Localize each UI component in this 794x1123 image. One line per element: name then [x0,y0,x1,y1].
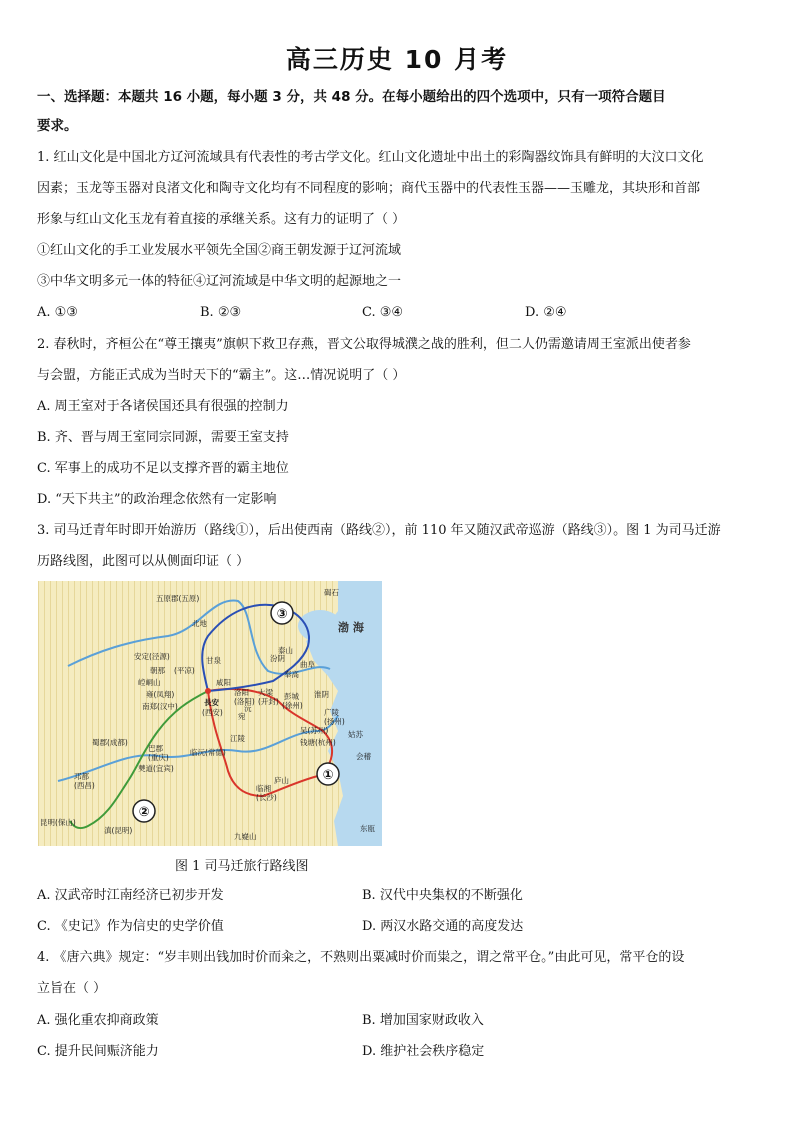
q2-stem-line2: 与会盟，方能正式成为当时天下的“霸主”。这…情况说明了（ ） [37,368,406,383]
q1-option-a[interactable]: A. ①③ [37,305,78,320]
place-label: 广陵 [324,708,339,717]
svg-text:③: ③ [276,607,288,622]
place-label: 淮阴 [314,690,329,699]
place-label: 江陵 [230,734,245,743]
place-label: 五原郡(五原) [156,594,200,603]
q1-option-b[interactable]: B. ②③ [200,305,242,320]
q4-option-b[interactable]: B. 增加国家财政收入 [362,1013,484,1028]
place-label: (平凉) [174,666,195,675]
q4-stem-line2: 立旨在（ ） [37,981,107,996]
place-label: 僰道(宜宾) [138,764,174,773]
q1-stem-line1: 1. 红山文化是中国北方辽河流域具有代表性的考古学文化。红山文化遗址中出土的彩陶器纹饰具有鲜明的大汶口文化 [37,150,704,165]
place-label: 甘泉 [206,656,221,665]
route-map-figure [38,581,382,846]
place-label: 沅 [244,704,252,713]
svg-text:①: ① [322,768,334,783]
place-label: 庐山 [274,776,289,785]
q4-stem-line1: 4. 《唐六典》规定：“岁丰则出钱加时价而籴之，不熟则出粟减时价而粜之，谓之常平仓。”由此可见，常平仓的设 [37,950,685,965]
place-label: 姑苏 [348,730,363,739]
place-label: (扬州) [324,717,345,726]
q3-stem-line2: 历路线图，此图可以从侧面印证（ ） [37,554,250,569]
q4-option-c[interactable]: C. 提升民间赈济能力 [37,1044,159,1059]
place-label: 邛都 [74,772,89,781]
place-label: 曲阜 [300,660,315,669]
place-label: (西安) [202,708,223,717]
place-label: (重庆) [148,753,169,762]
place-label: 汾阴 [270,654,285,663]
q1-items-line2: ③中华文明多元一体的特征④辽河流域是中华文明的起源地之一 [37,274,402,289]
place-label: 咸阳 [216,678,231,687]
place-label: 九嶷山 [234,832,257,841]
q3-stem-line1: 3. 司马迁青年时即开始游历（路线①），后出使西南（路线②），前 110 年又随汉武帝巡游（路线③）。图 1 为司马迁游 [37,523,721,538]
place-label: 北地 [192,619,207,628]
place-label: (长沙) [256,793,277,802]
place-label: 吴(苏州) [300,726,329,735]
place-label: 蜀郡(成都) [92,738,128,747]
place-label: 碣石 [324,588,339,597]
q2-option-c[interactable]: C. 军事上的成功不足以支撑齐晋的霸主地位 [37,461,289,476]
place-label: 長安 [204,698,219,707]
place-label: 泰山 [278,646,293,655]
section-heading-line2: 要求。 [37,118,78,134]
q1-items-line1: ①红山文化的手工业发展水平领先全国②商王朝发源于辽河流域 [37,243,402,258]
place-label: 安定(泾源) [134,652,170,661]
section-heading-line1: 一、选择题：本题共 16 小题，每小题 3 分，共 48 分。在每小题给出的四个选项中，只有一项符合题目 [37,89,666,105]
route-1-badge [317,763,339,785]
place-label: (徐州) [282,701,303,710]
route-3-badge [271,602,293,624]
q2-option-b[interactable]: B. 齐、晋与周王室同宗同源，需要王室支持 [37,430,289,445]
q3-option-b[interactable]: B. 汉代中央集权的不断强化 [362,888,523,903]
place-label: 东瓯 [360,824,375,833]
q1-stem-line2: 因素；玉龙等玉器对良渚文化和陶寺文化均有不同程度的影响；商代玉器中的代表性玉器——玉雕龙，其块形和首部 [37,181,701,196]
sea-label: 渤 海 [338,621,364,634]
place-label: 奉高 [284,670,299,679]
q4-option-a[interactable]: A. 强化重农抑商政策 [37,1013,159,1028]
place-label: 洛阳 [234,688,249,697]
q1-option-d[interactable]: D. ②④ [525,305,567,320]
place-label: (开封) [258,697,279,706]
q2-option-a[interactable]: A. 周王室对于各诸侯国还具有很强的控制力 [37,399,289,414]
place-label: 雍(凤翔) [146,690,175,699]
route-map-svg [38,581,382,846]
q3-option-c[interactable]: C. 《史记》作为信史的史学价值 [37,919,224,934]
place-label: 钱塘(杭州) [300,738,336,747]
place-label: 宛 [238,712,246,721]
place-label: 崆峒山 [138,678,161,687]
place-label: 大梁 [258,688,273,697]
q4-option-d[interactable]: D. 维护社会秩序稳定 [362,1044,485,1059]
q2-stem-line1: 2. 春秋时，齐桓公在“尊王攘夷”旗帜下救卫存燕，晋文公取得城濮之战的胜利，但二人仍需邀请周王室派出使者参 [37,337,691,352]
q1-option-c[interactable]: C. ③④ [362,305,404,320]
place-label: 临湘 [256,784,271,793]
q3-option-a[interactable]: A. 汉武帝时江南经济已初步开发 [37,888,224,903]
place-label: (西昌) [74,781,95,790]
place-label: 彭城 [284,692,299,701]
place-label: 临沅(常德) [190,748,226,757]
place-label: 滇(昆明) [104,826,133,835]
place-label: 巴郡 [148,744,163,753]
q2-option-d[interactable]: D. “天下共主”的政治理念依然有一定影响 [37,492,277,507]
place-label: 昆明(保山) [40,818,76,827]
map-caption: 图 1 司马迁旅行路线图 [175,859,309,874]
place-label: 会稽 [356,752,371,761]
svg-text:②: ② [138,805,150,820]
q1-stem-line3: 形象与红山文化玉龙有着直接的承继关系。这有力的证明了（ ） [37,212,406,227]
exam-title: 高三历史 10 月考 [285,45,509,74]
q3-option-d[interactable]: D. 两汉水路交通的高度发达 [362,919,524,934]
bohai-sea [298,610,342,642]
place-label: 朝那 [150,666,165,675]
place-label: (洛阳) [234,697,255,706]
place-label: 南郑(汉中) [142,702,178,711]
route-2-badge [133,800,155,822]
